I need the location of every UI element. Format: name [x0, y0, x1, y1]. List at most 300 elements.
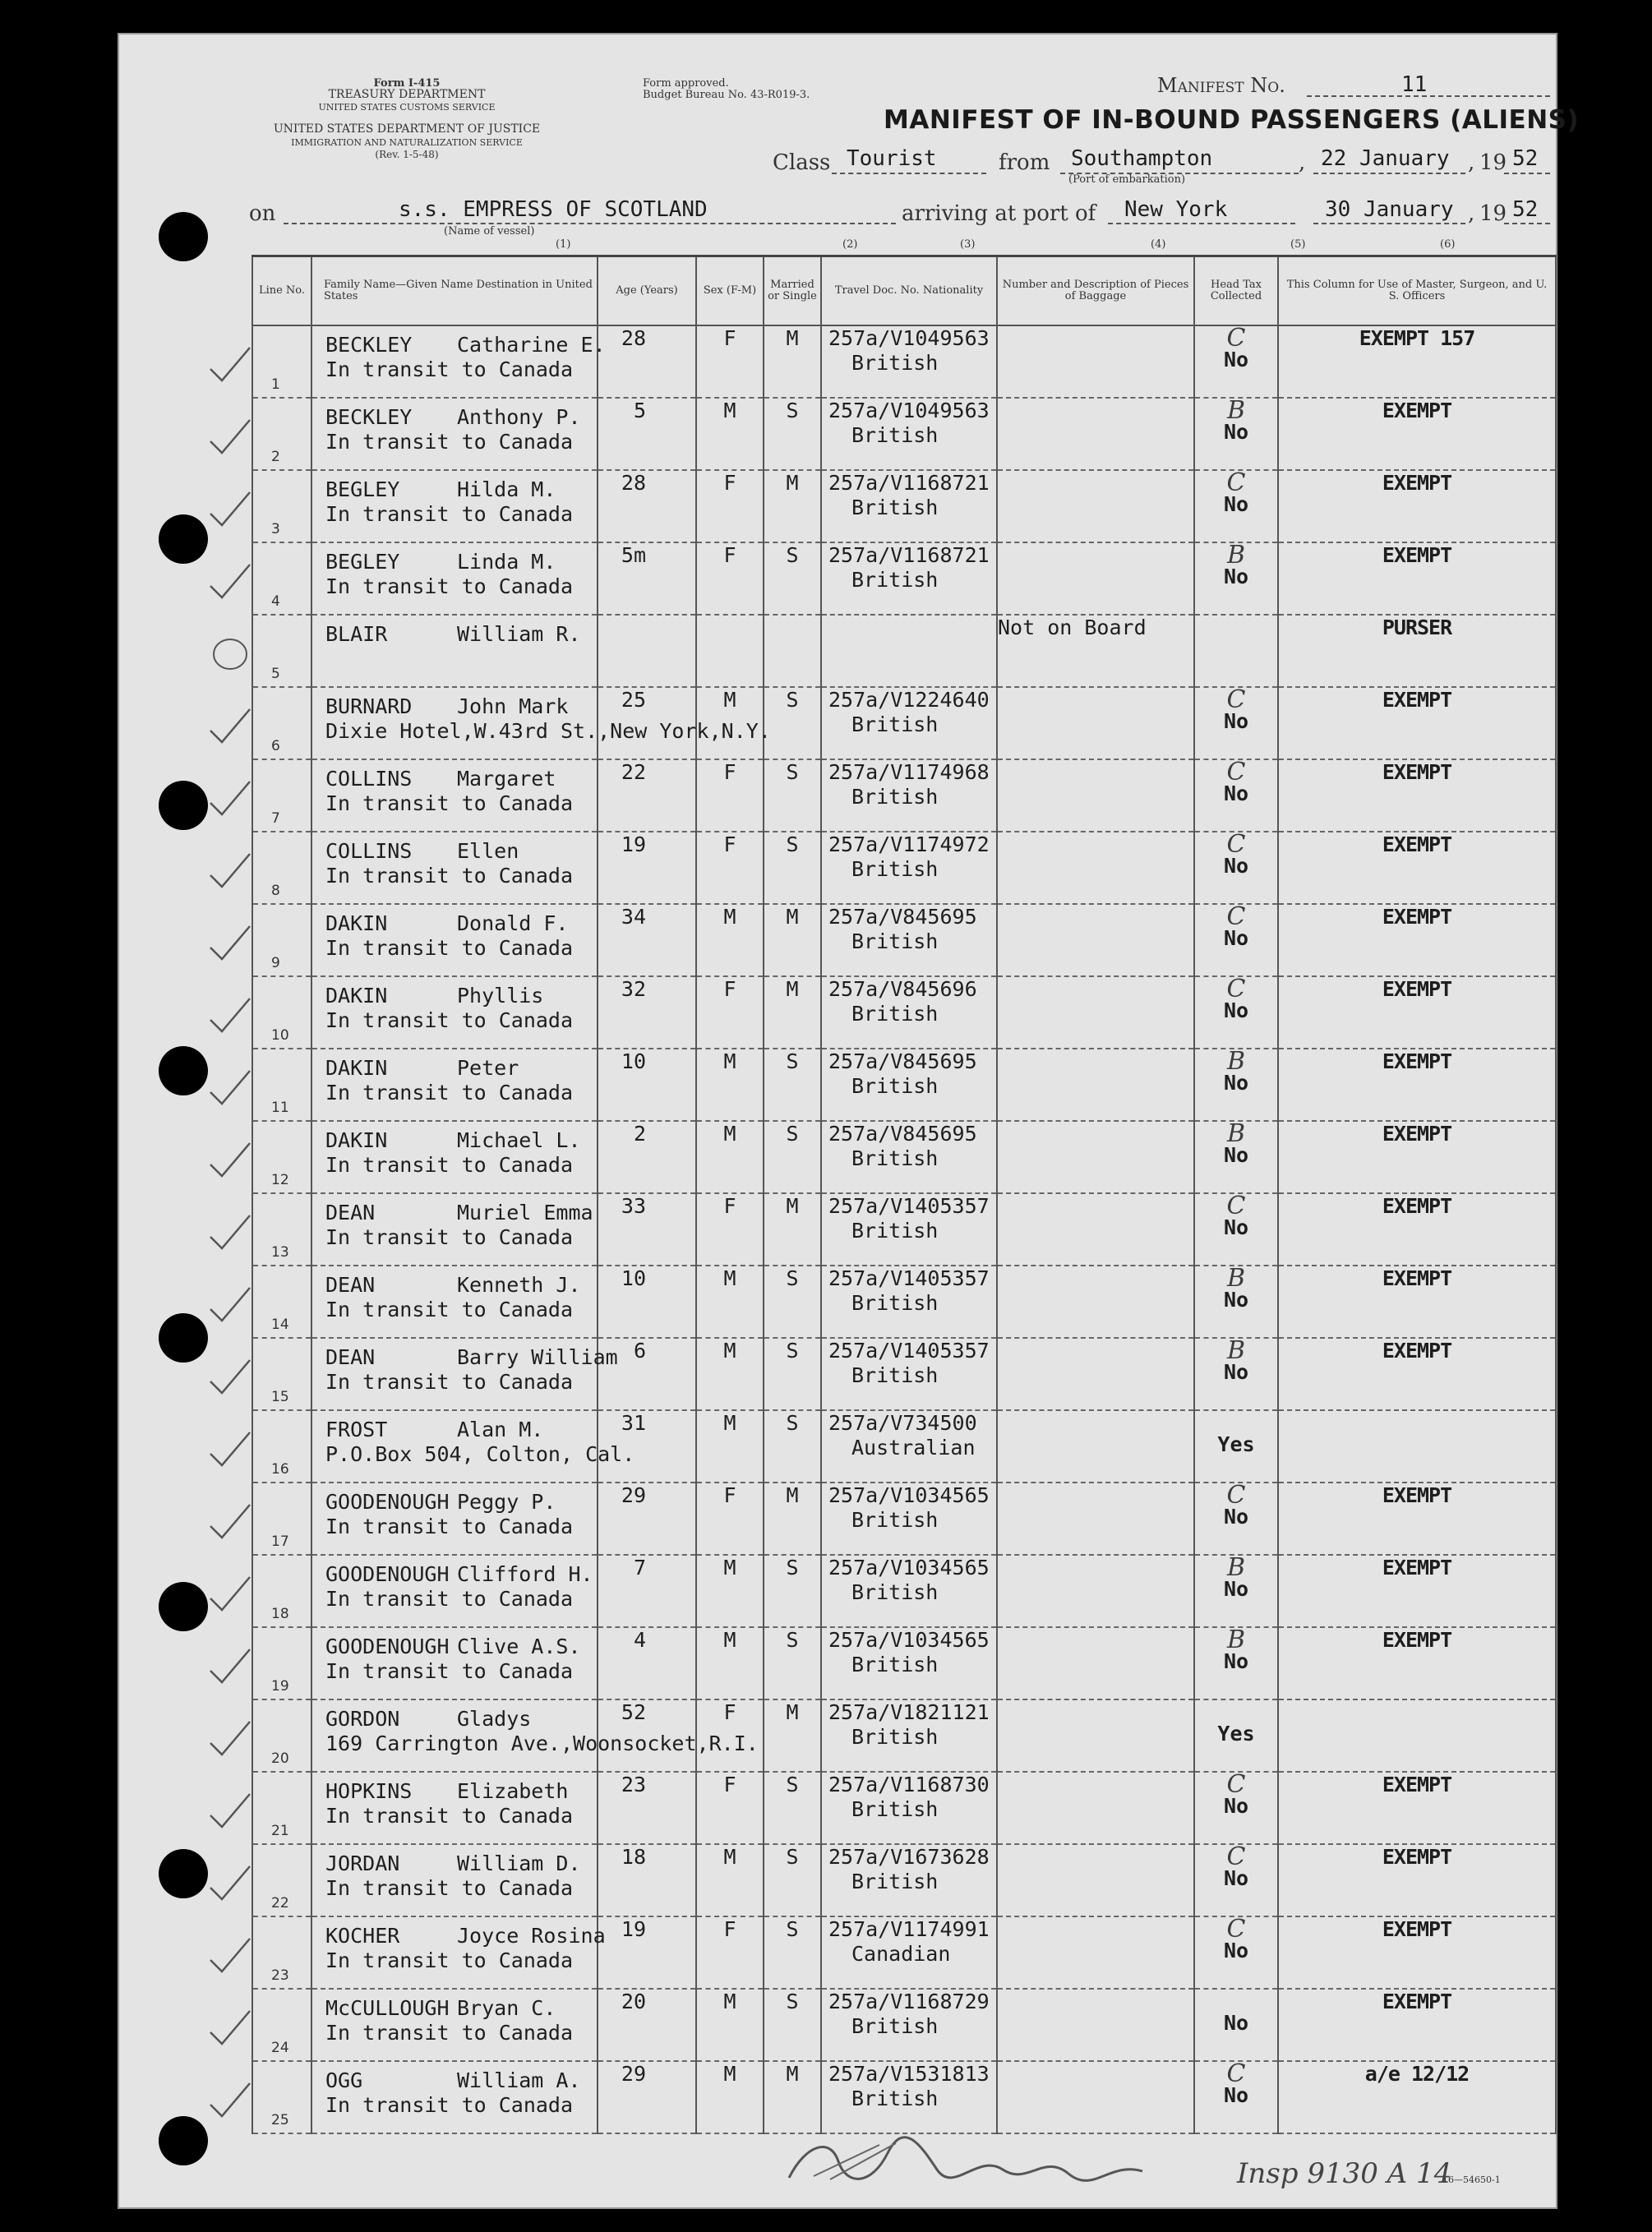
arrival-year: 52: [1512, 197, 1539, 222]
nationality: British: [851, 1219, 939, 1243]
sex-cell: [696, 759, 764, 832]
line-number-cell: [252, 1627, 311, 1699]
baggage-cell: [997, 2061, 1194, 2133]
baggage-cell: [997, 976, 1194, 1049]
table-row: [252, 2061, 1556, 2133]
age: 10: [621, 1266, 646, 1290]
nationality: British: [851, 929, 939, 953]
nationality: Canadian: [851, 1942, 951, 1966]
check-mark-icon: [204, 634, 253, 675]
married-cell: [764, 1121, 821, 1193]
sex-cell: [696, 976, 764, 1049]
age-cell: [598, 1989, 696, 2061]
officer-stamp: EXEMPT: [1382, 543, 1452, 567]
married-single: M: [786, 2062, 799, 2086]
family-name: BLAIR: [325, 622, 388, 646]
officer-stamp: a/e 12/12: [1364, 2062, 1470, 2086]
line-number-cell: [252, 1266, 311, 1338]
check-mark-icon: [204, 706, 253, 747]
nationality: British: [851, 1291, 939, 1315]
age: 28: [621, 471, 646, 495]
married-cell: [764, 1483, 821, 1555]
nationality: British: [851, 1797, 939, 1821]
head-tax: No: [1223, 998, 1249, 1022]
head-tax-mark: C: [1226, 1842, 1246, 1871]
nationality: British: [851, 712, 939, 736]
age-cell: [598, 1916, 696, 1989]
head-tax-mark: B: [1226, 541, 1246, 570]
family-name: JORDAN: [325, 1852, 400, 1875]
sex: F: [723, 1773, 736, 1796]
check-mark-icon: [204, 1429, 253, 1470]
travel-doc-no: 257a/V1405357: [828, 1339, 990, 1363]
passenger-table: [251, 255, 1557, 2134]
baggage-cell: [997, 615, 1194, 687]
depart-date: 22 January: [1321, 146, 1450, 171]
destination: P.O.Box 504, Colton, Cal.: [325, 1442, 635, 1466]
baggage-cell: [997, 542, 1194, 615]
depart-year: 52: [1512, 146, 1539, 171]
officer-cell: [1278, 1699, 1556, 1772]
family-name: BECKLEY: [325, 333, 413, 357]
travel-doc-no: [828, 616, 996, 640]
head-tax: No: [1223, 1577, 1249, 1601]
nationality: British: [851, 351, 939, 375]
head-tax: No: [1223, 1866, 1249, 1890]
family-name: BECKLEY: [325, 405, 413, 429]
head-tax-cell: [1194, 687, 1278, 759]
line-number-cell: [252, 1483, 311, 1555]
married-cell: [764, 1627, 821, 1699]
given-name: William D.: [457, 1852, 581, 1875]
col-header-name: Family Name—Given Name Destination in United States: [311, 256, 598, 326]
age: 19: [621, 832, 646, 856]
table-row: [252, 687, 1556, 759]
married-cell: [764, 615, 821, 687]
age-cell: [598, 1555, 696, 1627]
married-cell: [764, 542, 821, 615]
head-tax-mark: C: [1226, 2059, 1246, 2088]
age: 6: [633, 1339, 646, 1363]
travel-doc-cell: [821, 542, 997, 615]
destination: In transit to Canada: [325, 864, 574, 888]
line-number: 4: [271, 593, 280, 610]
table-row: [252, 759, 1556, 832]
table-row: [252, 904, 1556, 976]
head-tax-mark: [1195, 616, 1277, 637]
age-cell: [598, 1844, 696, 1916]
destination: In transit to Canada: [325, 430, 574, 454]
officer-cell: [1278, 470, 1556, 542]
page-title: MANIFEST OF IN-BOUND PASSENGERS (ALIENS): [884, 105, 1580, 135]
line-number: 19: [271, 1678, 289, 1695]
married-single: M: [786, 977, 799, 1001]
given-name: Ellen: [457, 839, 519, 863]
name-cell: [311, 976, 598, 1049]
age-cell: [598, 1193, 696, 1266]
age: 31: [621, 1411, 646, 1435]
manifest-no-label: Manifest No.: [1157, 74, 1285, 97]
arrival-date: 30 January: [1325, 197, 1454, 222]
married-cell: [764, 1338, 821, 1410]
nationality: British: [851, 1870, 939, 1893]
travel-doc-cell: [821, 1772, 997, 1844]
ins-service: IMMIGRATION AND NATURALIZATION SERVICE: [291, 137, 523, 148]
sex-cell: [696, 1627, 764, 1699]
name-cell: [311, 1772, 598, 1844]
married-single: S: [786, 1990, 799, 2013]
age: 19: [621, 1917, 646, 1941]
check-mark-icon: [204, 1284, 253, 1326]
check-mark-icon: [204, 489, 253, 530]
col-marker-2: (2): [842, 238, 858, 251]
name-cell: [311, 542, 598, 615]
age: 29: [621, 2062, 646, 2086]
destination: In transit to Canada: [325, 1804, 574, 1828]
head-tax: No: [1223, 1071, 1249, 1095]
officer-stamp: EXEMPT: [1382, 1628, 1452, 1652]
travel-doc-cell: [821, 1483, 997, 1555]
family-name: GOODENOUGH: [325, 1635, 450, 1658]
sex-cell: [696, 542, 764, 615]
age-cell: [598, 470, 696, 542]
check-mark-icon: [204, 1140, 253, 1181]
officer-stamp: EXEMPT: [1382, 471, 1452, 495]
age: 7: [633, 1556, 646, 1579]
given-name: William R.: [457, 622, 581, 646]
married-cell: [764, 325, 821, 398]
destination: In transit to Canada: [325, 1081, 574, 1104]
age: 5: [633, 399, 646, 422]
head-tax: No: [1223, 1939, 1249, 1962]
check-mark-icon: [204, 995, 253, 1036]
line-number: 25: [271, 2112, 289, 2128]
line-number: 2: [271, 449, 280, 465]
age: 2: [633, 1122, 646, 1146]
baggage-cell: [997, 759, 1194, 832]
destination: In transit to Canada: [325, 1515, 574, 1538]
name-cell: [311, 904, 598, 976]
line-number-cell: [252, 1410, 311, 1483]
officer-stamp: EXEMPT: [1382, 1049, 1452, 1073]
destination: [325, 647, 597, 671]
head-tax-cell: [1194, 1772, 1278, 1844]
age-cell: [598, 1049, 696, 1121]
travel-doc-cell: [821, 470, 997, 542]
line-number-cell: [252, 1916, 311, 1989]
arrival-year-prefix: 19: [1479, 201, 1507, 226]
travel-doc-cell: [821, 1121, 997, 1193]
line-number: 18: [271, 1606, 289, 1622]
sex: M: [723, 1266, 736, 1290]
married-single: S: [786, 1845, 799, 1869]
justice-dept: UNITED STATES DEPARTMENT OF JUSTICE: [273, 122, 541, 136]
punch-hole: [159, 514, 208, 564]
sex: M: [723, 688, 736, 712]
officer-cell: [1278, 1266, 1556, 1338]
head-tax-mark: B: [1226, 1119, 1246, 1148]
punch-hole: [159, 1849, 208, 1898]
destination: In transit to Canada: [325, 1008, 574, 1032]
married-single: S: [786, 543, 799, 567]
travel-doc-no: 257a/V1174991: [828, 1917, 990, 1941]
family-name: BURNARD: [325, 694, 413, 718]
destination: In transit to Canada: [325, 1298, 574, 1321]
inspector-note: Insp 9130 A 14: [1237, 2157, 1452, 2190]
sex: F: [723, 977, 736, 1001]
name-cell: [311, 1338, 618, 1410]
col-marker-6: (6): [1440, 238, 1456, 251]
check-mark-icon: [204, 1863, 253, 1904]
family-name: HOPKINS: [325, 1779, 413, 1803]
officer-cell: [1278, 398, 1556, 470]
travel-doc-cell: [821, 759, 997, 832]
family-name: COLLINS: [325, 767, 413, 791]
check-mark-icon: [204, 1718, 253, 1759]
given-name: Anthony P.: [457, 405, 581, 429]
head-tax-cell: [1194, 1916, 1278, 1989]
head-tax-cell: [1194, 1193, 1278, 1266]
officer-stamp: PURSER: [1382, 616, 1452, 639]
married-single: M: [786, 1700, 799, 1724]
married-single: S: [786, 832, 799, 856]
officer-stamp: EXEMPT: [1382, 760, 1452, 784]
arriving-label: arriving at port of: [902, 201, 1096, 226]
given-name: William A.: [457, 2068, 581, 2092]
class-underline: [832, 173, 986, 174]
age-cell: [598, 976, 696, 1049]
head-tax: No: [1223, 1288, 1249, 1312]
married-single: S: [786, 1049, 799, 1073]
family-name: GOODENOUGH: [325, 1490, 450, 1514]
officer-cell: [1278, 325, 1556, 398]
travel-doc-cell: [821, 398, 997, 470]
married-cell: [764, 1989, 821, 2061]
family-name: KOCHER: [325, 1924, 400, 1948]
married-cell: [764, 1193, 821, 1266]
check-mark-icon: [204, 417, 253, 458]
officer-stamp: EXEMPT: [1382, 1122, 1452, 1146]
head-tax-mark: B: [1226, 396, 1246, 425]
married-cell: [764, 2061, 821, 2133]
head-tax: No: [1223, 1649, 1249, 1673]
sex-cell: [696, 1193, 764, 1266]
name-cell: [311, 1844, 598, 1916]
vessel-underline: [284, 223, 896, 224]
given-name: Elizabeth: [457, 1779, 569, 1803]
sex: M: [723, 1411, 736, 1435]
table-row: [252, 1555, 1556, 1627]
destination: In transit to Canada: [325, 1948, 574, 1972]
nationality: British: [851, 496, 939, 519]
travel-doc-no: 257a/V1168721: [828, 471, 990, 495]
destination: In transit to Canada: [325, 791, 574, 815]
on-label: on: [249, 201, 276, 226]
family-name: DEAN: [325, 1345, 376, 1369]
line-number-cell: [252, 1989, 311, 2061]
travel-doc-cell: [821, 1916, 997, 1989]
table-row: [252, 1627, 1556, 1699]
married-single: S: [786, 1122, 799, 1146]
head-tax-mark: C: [1226, 1192, 1246, 1220]
line-number-cell: [252, 1555, 311, 1627]
table-row: [252, 1193, 1556, 1266]
family-name: BEGLEY: [325, 477, 400, 501]
check-mark-icon: [204, 2080, 253, 2121]
given-name: Peter: [457, 1056, 519, 1080]
officer-cell: [1278, 1555, 1556, 1627]
sex-cell: [696, 904, 764, 976]
line-number: 21: [271, 1823, 289, 1839]
name-cell: [311, 759, 598, 832]
line-number: 5: [271, 666, 280, 682]
family-name: DAKIN: [325, 1056, 388, 1080]
baggage-cell: [997, 1699, 1194, 1772]
head-tax-cell: [1194, 542, 1278, 615]
sex: M: [723, 1990, 736, 2013]
name-cell: [311, 1121, 598, 1193]
line-number: 15: [271, 1389, 289, 1405]
head-tax-mark: C: [1226, 758, 1246, 786]
sex-cell: [696, 1699, 764, 1772]
age: 23: [621, 1773, 646, 1796]
age: 20: [621, 1990, 646, 2013]
head-tax-mark: [1195, 1990, 1277, 2011]
officer-cell: [1278, 1121, 1556, 1193]
sex-cell: [696, 687, 764, 759]
destination: In transit to Canada: [325, 2093, 574, 2117]
officer-cell: [1278, 2061, 1556, 2133]
head-tax-cell: [1194, 1989, 1278, 2061]
nationality: British: [851, 1002, 939, 1026]
married-single: S: [786, 1917, 799, 1941]
head-tax-cell: [1194, 1410, 1278, 1483]
travel-doc-no: 257a/V1034565: [828, 1483, 990, 1507]
married-cell: [764, 1266, 821, 1338]
travel-doc-cell: [821, 904, 997, 976]
married-single: S: [786, 760, 799, 784]
table-row: [252, 470, 1556, 542]
col-marker-4: (4): [1151, 238, 1166, 251]
line-number: 1: [271, 376, 280, 393]
arrival-date-underline: [1313, 223, 1465, 224]
line-number: 20: [271, 1750, 289, 1767]
travel-doc-cell: [821, 976, 997, 1049]
travel-doc-cell: [821, 325, 997, 398]
sex: F: [723, 1483, 736, 1507]
head-tax: No: [1223, 1143, 1249, 1167]
baggage-cell: [997, 1121, 1194, 1193]
line-number-cell: [252, 976, 311, 1049]
age: 5m: [621, 543, 646, 567]
family-name: OGG: [325, 2068, 363, 2092]
given-name: Linda M.: [457, 550, 556, 574]
travel-doc-cell: [821, 615, 997, 687]
nationality: British: [851, 1074, 939, 1098]
married-single: M: [786, 1483, 799, 1507]
baggage-cell: [997, 1844, 1194, 1916]
name-cell: [311, 2061, 598, 2133]
destination: Dixie Hotel,W.43rd St.,New York,N.Y.: [325, 719, 771, 743]
head-tax-cell: [1194, 976, 1278, 1049]
travel-doc-cell: [821, 832, 997, 904]
travel-doc-no: 257a/V1531813: [828, 2062, 990, 2086]
sex: M: [723, 399, 736, 422]
line-number-cell: [252, 1844, 311, 1916]
travel-doc-cell: [821, 1410, 997, 1483]
head-tax-cell: [1194, 904, 1278, 976]
depart-year-prefix: 19: [1479, 150, 1507, 175]
head-tax: No: [1223, 1505, 1249, 1529]
arrival-port: New York: [1124, 197, 1228, 222]
line-number-cell: [252, 542, 311, 615]
manifest-no-underline: [1307, 95, 1550, 97]
officer-stamp: EXEMPT: [1382, 1773, 1452, 1796]
manifest-no-value: 11: [1401, 72, 1428, 97]
given-name: John Mark: [457, 694, 569, 718]
baggage-cell: [997, 687, 1194, 759]
head-tax: No: [1223, 1215, 1249, 1239]
baggage-cell: [997, 1916, 1194, 1989]
baggage: Not on Board: [998, 616, 1147, 639]
head-tax-cell: [1194, 325, 1278, 398]
table-row: [252, 1121, 1556, 1193]
age-cell: [598, 1121, 696, 1193]
sex: M: [723, 905, 736, 929]
head-tax-cell: [1194, 1049, 1278, 1121]
line-number: 16: [271, 1461, 289, 1478]
officer-cell: [1278, 1193, 1556, 1266]
baggage-cell: [997, 904, 1194, 976]
arrival-year-underline: [1504, 223, 1550, 224]
sex: M: [723, 1845, 736, 1869]
depart-date-underline: [1313, 173, 1465, 174]
sex-cell: [696, 1410, 764, 1483]
table-row: [252, 1338, 1556, 1410]
travel-doc-no: 257a/V1405357: [828, 1194, 990, 1218]
age-cell: [598, 1699, 696, 1772]
head-tax-cell: [1194, 832, 1278, 904]
check-mark-icon: [204, 923, 253, 964]
destination: In transit to Canada: [325, 1876, 574, 1900]
check-mark-icon: [204, 1212, 253, 1253]
officer-stamp: EXEMPT: [1382, 1845, 1452, 1869]
punch-hole: [159, 212, 208, 261]
age-cell: [598, 1410, 696, 1483]
family-name: GOODENOUGH: [325, 1562, 450, 1586]
travel-doc-no: 257a/V1405357: [828, 1266, 990, 1290]
table-row: [252, 832, 1556, 904]
officer-stamp: EXEMPT: [1382, 1266, 1452, 1290]
family-name: McCULLOUGH: [325, 1996, 450, 2020]
col-header-head-tax: Head Tax Collected: [1194, 256, 1278, 326]
family-name: FROST: [325, 1418, 388, 1441]
table-header-row: [252, 256, 1556, 326]
given-name: Peggy P.: [457, 1490, 556, 1514]
line-number: 11: [271, 1100, 289, 1116]
married-cell: [764, 1772, 821, 1844]
from-label: from: [999, 150, 1050, 175]
officer-cell: [1278, 1483, 1556, 1555]
age: 10: [621, 1049, 646, 1073]
table-row: [252, 398, 1556, 470]
married-single: S: [786, 1411, 799, 1435]
age: 52: [621, 1700, 646, 1724]
age-cell: [598, 325, 696, 398]
sex-cell: [696, 2061, 764, 2133]
destination: In transit to Canada: [325, 1225, 574, 1249]
given-name: Bryan C.: [457, 1996, 556, 2020]
